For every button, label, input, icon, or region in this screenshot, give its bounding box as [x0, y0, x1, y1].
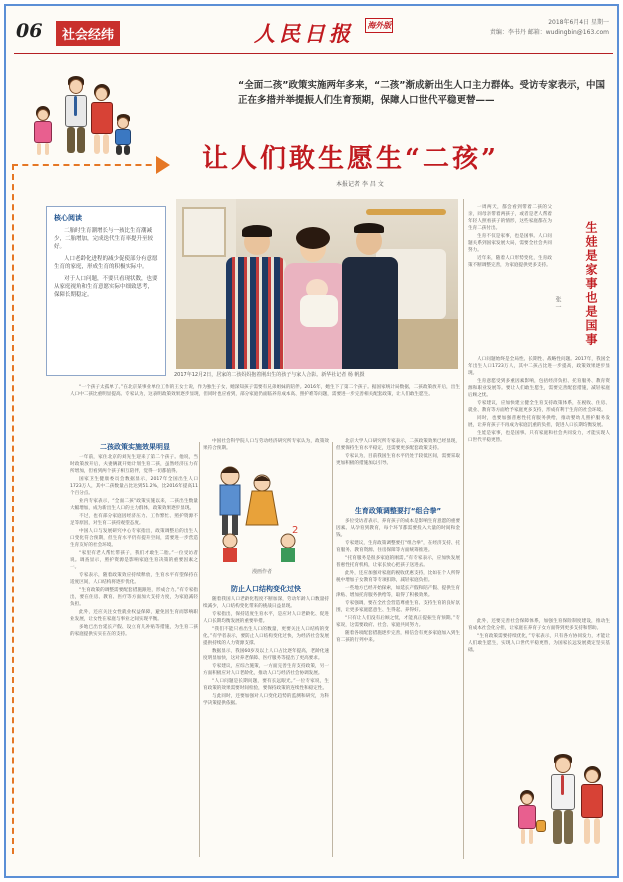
- core-reading-paragraph: 对于人口问题，不要只看现状数，也要从家庭视角和生育意愿实际中细致思考，保障长期稳定。: [54, 276, 158, 298]
- subhead-childcare: 生育政策调整要打“组合拳”: [354, 507, 442, 515]
- comment-author: 张 一: [554, 296, 561, 310]
- comment-title: 生娃是家事也是国事: [584, 221, 598, 347]
- orange-frame-left: [12, 164, 22, 854]
- article-body-col2: 中国社会科学院人口与劳动经济研究所专家认为，政策效果符合预期。: [203, 439, 329, 451]
- family-illustration-top: [28, 68, 138, 163]
- cartoon-caption: 漫画作者: [252, 569, 273, 575]
- newspaper-page: [4, 4, 619, 878]
- comment-body: 一周两天，都会看到带着二孩的父亲，同母亲带着两孩子，或者是老人帮着年轻人照看孩子的情形，这些家庭都在为生育二孩付出。 生育不仅是家事，也是国事。人口问题关系到国家发展大局，需要全社会共同努力。 近年来，随着人口形势变化，生育政策不断调整完善，为家庭提供更多支持。: [468, 205, 552, 268]
- svg-text:2: 2: [292, 525, 299, 536]
- article-deck: “全面二孩”政策实施两年多来，“二孩”渐成新出生人口主力群体。受访专家表示，中国正在多措并举提振人们生育预期，保障人口世代平稳更替——: [238, 80, 605, 106]
- comment-body-cont: 人口问题始终是全局性、长期性、战略性问题。2017年，我国全年出生人口1723万人，其中二孩占比进一步提高，政策效果逐步显现。 生育意愿受到多重因素影响，包括经济负担、托育服务、教育资源和职业发展等。要让人们敢生愿生，需要完善配套措施，减轻家庭后顾之忧。 专家建议，应加快建立健全生育支持政策体系，在税收、住房、就业、教育等方面给予家庭更多支持，形成有利于生育的社会环境。 同时，也要加强普惠性托育服务供给，推动婴幼儿照护服务发展，让养育孩子不再成为家庭沉重的负担，促进人口长期均衡发展。 生娃是家事，也是国事。只有家庭和社会共同发力，才能实现人口世代平稳更替。: [468, 357, 610, 443]
- article-body-col3: 北京大学人口研究所专家表示，二孩政策效果已经显现，但要保持生育水平稳定，还需要更多配套政策支持。 专家认为，目前我国生育水平仍处于较低区间，需要采取更加积极的措施加以引导。: [336, 439, 460, 466]
- editor-line: 责编：李书丹 邮箱：wudingbin@163.com: [489, 29, 609, 36]
- page-header: [14, 14, 613, 54]
- date-line: 2018年6月4日 星期一: [548, 19, 609, 26]
- subhead-structure: 防止人口结构变化过快: [231, 585, 301, 593]
- core-reading-paragraph: 人口老龄化进程的减少促使部分有意愿生育的家庭，形成生育的积极实际中。: [54, 256, 158, 270]
- masthead-edition: 海外版: [365, 18, 393, 33]
- family-photo: [176, 199, 458, 369]
- article-body-col2b: 随着我国人口老龄化程度不断加深，劳动年龄人口数量持续减少，人口结构变化带来的挑战日益显现。 专家指出，保持适度生育水平，是应对人口老龄化、促进人口长期均衡发展的重要举措。 “我们不能只看出生人口的数量，更要关注人口结构的变化。”有学者表示，要防止人口结构变化过快，为经济社会发展提供持续的人力资源支撑。 数据显示，我国60岁及以上人口占比逐年提高，老龄化速度明显加快，这对养老保障、医疗服务等提出了更高要求。 专家建议，应综合施策，一方面完善生育支持政策，另一方面积极应对人口老龄化，推动人口与经济社会协调发展。 “人口问题是长期问题，要有长远眼光。”一位专家说，生育政策的效果需要时间检验，要保持政策的连续性和稳定性。 与此同时，还要加强对人口变化趋势的监测和研究，为科学决策提供依据。: [203, 597, 329, 706]
- column-rule: [463, 618, 464, 858]
- orange-frame-top: [12, 164, 162, 166]
- cartoon-illustration: [200, 461, 310, 566]
- photo-caption: 2017年12月2日，居家的二孩妈妈抱着刚出生的孩子与家人合影。新华社记者 杨 帆摄: [174, 372, 365, 378]
- article-body-col4: 此外，还要完善社会保障体系，加强生育保险制度建设，推动生育成本社会化分担，让家庭在养育子女方面得到更多支持和帮助。 “生育政策需要持续优化，”专家表示，只有各方协同发力，才能让人们敢生愿生，实现人口世代平稳更替，为国家长远发展奠定坚实基础。: [468, 619, 610, 653]
- article-headline: 让人们敢生愿生“二孩”: [202, 144, 499, 174]
- article-byline: 本报记者 李 昌 文: [336, 181, 384, 188]
- article-body-intro: “一个孩子太孤单了。”在北京某事业单位工作的王女士说，作为独生子女，她深知孩子需要有兄弟姐妹的陪伴。2016年，她生下了第二个孩子。据国家统计局数据，二孩政策放开后，出生人口中二孩比重明显提高。专家认为，这表明政策效果逐步显现，但同时也应看到，部分家庭仍面临养育成本高、照护难等问题，需要进一步完善相关配套政策，让人们敢生愿生。: [70, 385, 460, 397]
- core-reading-box: [46, 206, 166, 376]
- section-label: 社会经纬: [56, 21, 120, 46]
- article-body-col1: 一年前，家住北京的刘先生迎来了第二个孩子。他说，当时政策放开后，夫妻俩就开始计划生育二孩，虽然经济压力有所增加，但看到两个孩子相互陪伴，觉得一切都值得。 国家卫生健康委员会数据显示，2017年全国出生人口1723万人，其中二孩数量占比达到51.2%，比2016年提高11个百分点。 业内专家表示，“全面二孩”政策实施以来，二孩出生数量大幅增加，成为新出生人口的主力群体，政策效果逐步显现。 不过，也有部分家庭因经济压力、工作繁忙、照护资源不足等原因，对生育二孩持观望态度。 中国人口与发展研究中心专家指出，政策调整后的出生人口变化符合预期，但生育水平仍有提升空间，需要进一步营造生育友好的社会环境。 “家里有老人帮忙带孩子，我们才敢生二胎。”一位受访者说。调查显示，照护资源是影响家庭生育决策的重要因素之一。 专家表示，随着政策效应持续释放，生育水平有望保持在适度区间，人口结构将逐步优化。 “生育政策的调整需要配套措施跟进，形成合力。”有专家指出，要在住房、教育、医疗等方面加大支持力度，为家庭减轻负担。 此外，还应关注女性就业权益保障，避免因生育而影响职业发展，让女性在家庭与事业之间实现平衡。 多地已出台延长产假、设立育儿补贴等措施，为生育二孩的家庭提供实实在在的支持。: [70, 455, 198, 637]
- page-number: 06: [16, 20, 43, 42]
- masthead-title: 人民日报: [254, 21, 354, 46]
- core-reading-title: 核心阅读: [54, 214, 82, 222]
- masthead: [254, 18, 393, 48]
- orange-arrow-icon: [156, 156, 170, 174]
- core-reading-paragraph: 二胎时生育潮增长与一孩比生育潮减少，二胎增加，完成迭代生育率提升至较好。: [54, 228, 154, 250]
- header-meta: [469, 18, 609, 38]
- family-illustration-bottom: [506, 746, 616, 861]
- subhead-policy: 二孩政策实施效果明显: [100, 443, 170, 451]
- column-rule: [332, 442, 333, 857]
- article-body-col3b: 多位受访者表示，养育孩子的成本是影响生育意愿的重要因素。从孕育到教育，每个环节都需要投入大量的时间和金钱。 专家建议，生育政策调整要打“组合拳”，在经济支持、托育服务、教育资源、住房保障等方面统筹推进。 “托育服务是很多家庭的刚需。”有专家表示，应加快发展普惠性托育机构，让家长放心把孩子送进去。 此外，还应加强对家庭的税收优惠支持，比如在个人所得税中增加子女教育等专项扣除，减轻家庭负担。 一些地方已经开始探索，如延长产假和陪产假、提供生育津贴、增加托育服务供给等，取得了积极效果。 专家强调，要在全社会营造尊重生育、支持生育的良好氛围，让更多家庭愿意生、生得起、养得好。 “只有让人们没有后顾之忧，才能真正提振生育预期。”专家说，这需要政府、社会、家庭共同努力。 随着各项配套措施逐步完善，相信会有更多家庭加入到生育二孩的行列中来。: [336, 519, 460, 643]
